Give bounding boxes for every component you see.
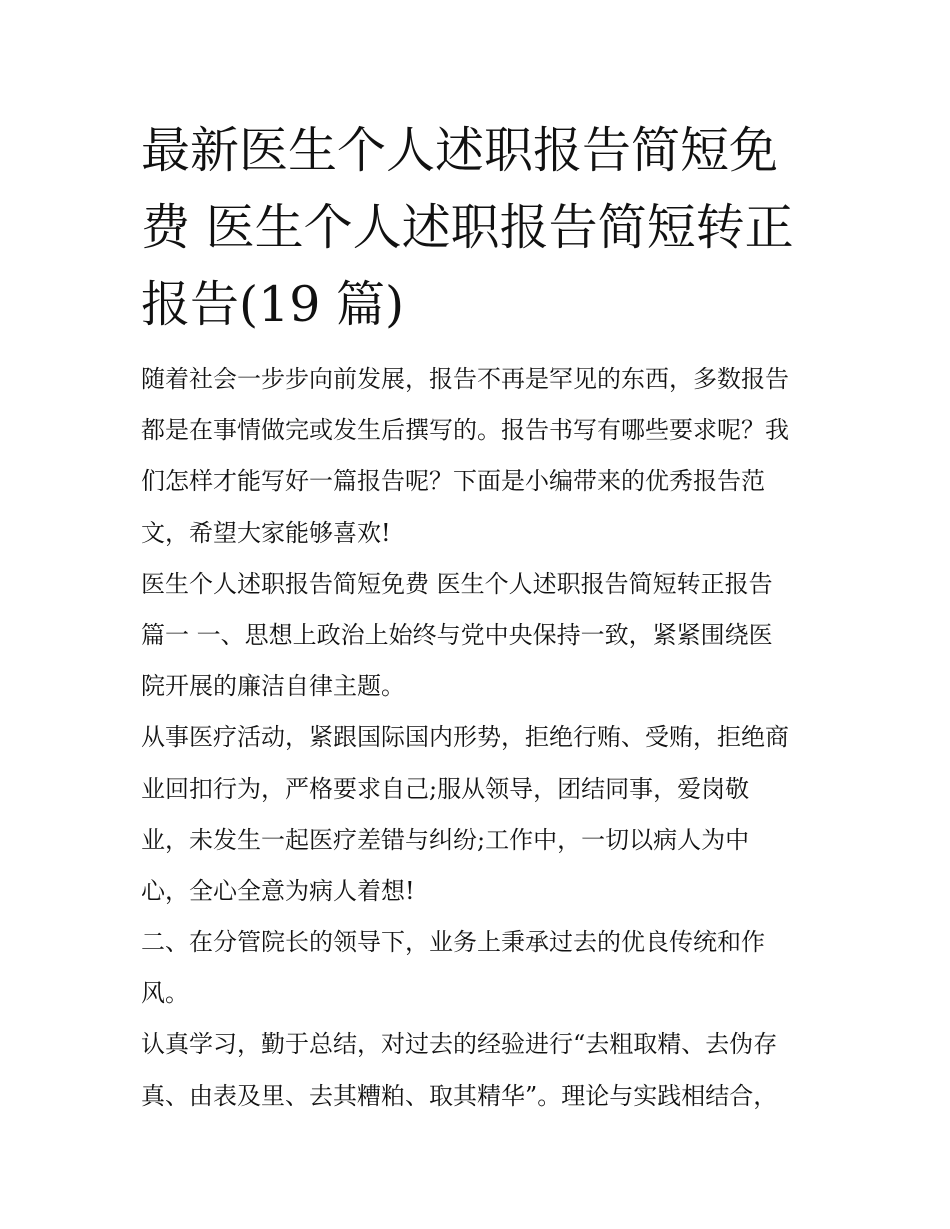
title-line-3: 报告(19 篇) xyxy=(141,276,405,333)
body-line-12: 二、在分管院长的领导下，业务上秉承过去的优良传统和作 xyxy=(141,928,765,957)
body-line-4: 文，希望大家能够喜欢! xyxy=(141,518,391,547)
body-line-8: 从事医疗活动，紧跟国际国内形势，拒绝行贿、受贿，拒绝商 xyxy=(141,723,789,752)
body-line-5: 医生个人述职报告简短免费 医生个人述职报告简短转正报告 xyxy=(141,569,773,598)
body-line-2: 都是在事情做完或发生后撰写的。报告书写有哪些要求呢？我 xyxy=(141,416,789,445)
body-line-14: 认真学习，勤于总结，对过去的经验进行“去粗取精、去伪存 xyxy=(141,1030,778,1059)
body-line-15: 真、由表及里、去其糟粕、取其精华”。理论与实践相结合， xyxy=(141,1081,778,1110)
body-line-10: 业，未发生一起医疗差错与纠纷;工作中，一切以病人为中 xyxy=(141,825,750,854)
document-body xyxy=(141,354,816,1122)
document-title xyxy=(141,112,821,343)
body-line-6: 篇一 一、思想上政治上始终与党中央保持一致，紧紧围绕医 xyxy=(141,620,773,649)
body-line-11: 心，全心全意为病人着想! xyxy=(141,876,415,905)
body-line-9: 业回扣行为，严格要求自己;服从领导，团结同事，爱岗敬 xyxy=(141,774,750,803)
body-line-1: 随着社会一步步向前发展，报告不再是罕见的东西，多数报告 xyxy=(141,365,789,393)
body-line-3: 们怎样才能写好一篇报告呢？下面是小编带来的优秀报告范 xyxy=(141,467,765,496)
title-line-2: 费 医生个人述职报告简短转正 xyxy=(141,199,794,256)
body-line-7: 院开展的廉洁自律主题。 xyxy=(141,672,405,701)
body-line-13: 风。 xyxy=(141,979,189,1008)
title-line-1: 最新医生个人述职报告简短免 xyxy=(141,122,779,179)
